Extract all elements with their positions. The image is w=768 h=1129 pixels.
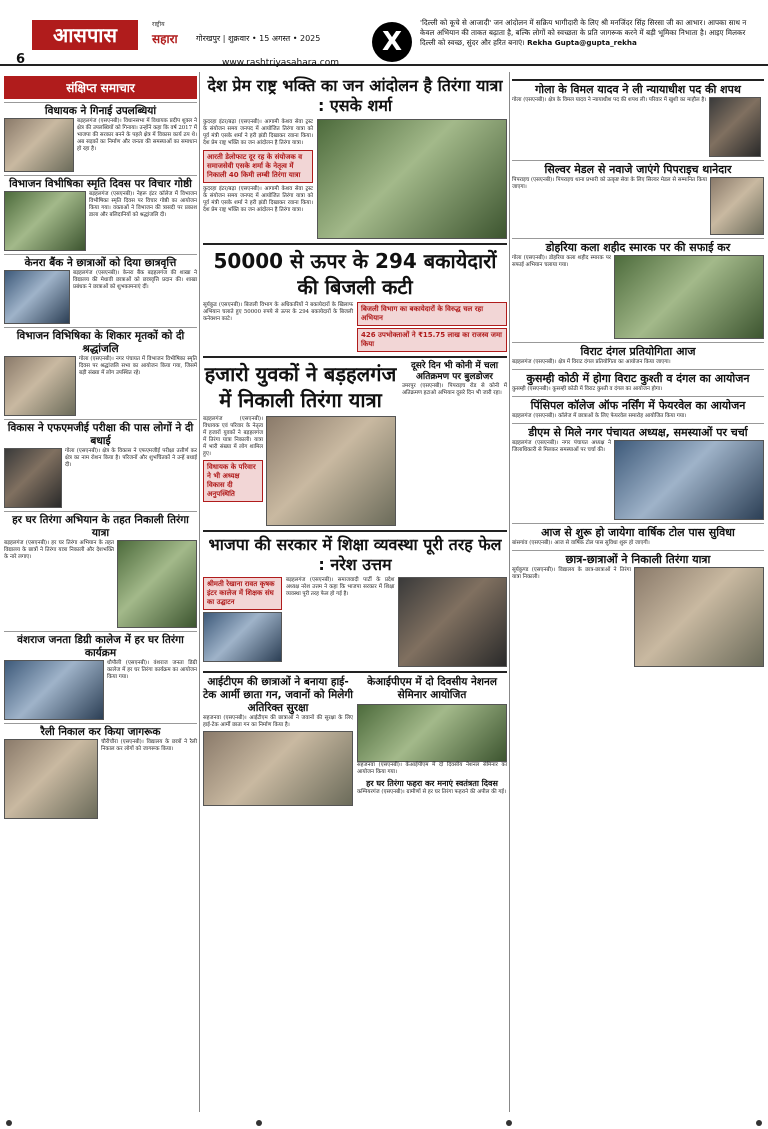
news-photo (4, 270, 70, 324)
quote-box (420, 18, 762, 48)
news-photo (709, 97, 761, 157)
news-photo (4, 739, 98, 819)
power-callout: 426 उपभोक्ताओं ने ₹15.75 लाख का राजस्व जमा किया (357, 328, 507, 352)
dateline: गोरखपुर | शुक्रवार • 15 अगस्त • 2025 (196, 34, 321, 43)
bulldozer-headline[interactable]: दूसरे दिन भी कोनी में चला अतिक्रमण पर बुलडोजर (410, 361, 499, 382)
news-item[interactable] (4, 102, 197, 172)
news-body: चौरीचौरा (एसएनबी)। विद्यालय के छात्रों ने रैली निकाल कर लोगों को जागरूक किया। (101, 739, 197, 752)
news-title: आज से शुरू हो जायेगा वार्षिक टोल पास सुविधा (541, 525, 735, 539)
news-item[interactable] (512, 523, 764, 547)
news-body: सूर्यकुण्ड (एसएनबी)। विद्यालय के छात्र-छात्राओं ने तिरंगा यात्रा निकाली। (512, 566, 631, 580)
iti-headline[interactable]: आईटीएम की छात्राओं ने बनाया हाई-टेक आर्मी छाता गन, जवानों को मिलेगी अतिरिक्त सुरक्षा (203, 676, 353, 714)
news-item[interactable] (512, 79, 764, 157)
power-body: सूर्यकुड (एसएनबी)। बिजली विभाग के अधिकारियों ने बकायेदारों के खिलाफ अभियान चलाते हुए 50000 रुपये से ऊपर के 294 बकायेदारों के बिजली कनेक्शन काटे। (203, 302, 353, 322)
kipm-headline[interactable]: केआईपीएम में दो दिवसीय नेशनल सेमिनार आयोजित (367, 676, 497, 701)
news-title: वंशराज जनता डिग्री कालेज में हर घर तिरंगा कार्यक्रम (17, 634, 184, 659)
brand-logo (152, 20, 178, 47)
bulldozer-body: उमरपुर (एसएनबी)। पिपराइच रोड से कोनी में अतिक्रमण हटाओ अभियान दूसरे दिन भी जारी रहा। (402, 383, 507, 396)
news-body: बड़हलगंज (एसएनबी)। क्षेत्र में विराट दंगल प्रतियोगिता का आयोजन किया जाएगा। (512, 359, 671, 365)
news-title: विभाजन विभीषिका स्मृति दिवस पर विचार गोष्ठी (9, 178, 192, 190)
news-photo (634, 567, 764, 667)
news-item[interactable] (512, 342, 764, 366)
education-body: बड़हलगंज (एसएनबी)। समाजवादी पार्टी के प्रदेश अध्यक्ष नरेश उत्तम ने कहा कि भाजपा सरकार में शिक्षा व्यवस्था पूरी तरह फेल हो गई है। (285, 577, 395, 597)
lead-body-continued: कुदरहा इंटर/बढ़ा (एसएनबी)। आगामी केशव सेवा ट्रस्ट के संयोजन समय जनपद में आयोजित तिरंगा यात्रा को पूर्व मंत्री एसके शर्मा ने हरी झंडी दिखाकर रवाना किया। देश प्रेम राष्ट्र भक्ति का जन आंदोलन है तिरंगा यात्रा। (203, 186, 313, 213)
kipm-body: सहजनवा (एसएनबी)। केआईपीएम में दो दिवसीय नेशनल सेमिनार का आयोजन किया गया। (357, 762, 507, 775)
brief-news-header: संक्षिप्त समाचार (4, 76, 197, 99)
news-photo (614, 440, 764, 520)
news-item[interactable] (512, 238, 764, 339)
news-body: गोला (एसएनबी)। नगर पंचायत में विभाजन विभीषिका स्मृति दिवस पर श्रद्धांजलि सभा का आयोजन किया गया, जिसमें बड़ी संख्या में लोग उपस्थित रहे। (79, 356, 197, 376)
flag-headline[interactable]: हर घर तिरंगा फहरा कर मनाएं स्वतंत्रता दिवस (366, 779, 498, 788)
lead-headline[interactable]: देश प्रेम राष्ट्र भक्ति का जन आंदोलन है तिरंगा यात्रा : एसके शर्मा (207, 76, 503, 115)
iti-photo (203, 731, 353, 806)
news-title: केनरा बैंक ने छात्राओं को दिया छात्रवृत्ति (24, 257, 177, 269)
news-title: हर घर तिरंगा अभियान के तहत निकाली तिरंगा यात्रा (12, 514, 189, 539)
lower-stories (203, 671, 507, 806)
news-title: कुसम्ही कोठी में होगा विराट कुश्ती व दंगल का आयोजन (526, 371, 750, 385)
main-news-column (203, 76, 507, 806)
news-body: बड़हलगंज (एसएनबी)। केनरा बैंक बड़हलगंज की शाखा ने विद्यालय की मेधावी छात्राओं को छात्रवृत्ति प्रदान की। शाखा प्रबंधक ने छात्राओं को शुभकामनाएं दीं। (73, 270, 197, 290)
brief-news-column (4, 76, 197, 819)
news-title: विधायक ने गिनाई उपलब्धियां (44, 105, 157, 117)
news-item[interactable] (4, 254, 197, 324)
news-photo (710, 177, 764, 235)
kipm-photo (357, 704, 507, 762)
news-photo (4, 356, 76, 416)
lead-body: कुदरहा इंटर/बढ़ा (एसएनबी)। आगामी केशव सेवा ट्रस्ट के संयोजन समय जनपद में आयोजित तिरंगा यात्रा को पूर्व मंत्री एसके शर्मा ने हरी झंडी दिखाकर रवाना किया। देश प्रेम राष्ट्र भक्ति का जन आंदोलन है तिरंगा यात्रा। (203, 119, 313, 146)
news-body: कुसम्ही (एसएनबी)। कुसम्ही कोठी में विराट कुश्ती व दंगल का आयोजन होगा। (512, 385, 663, 392)
news-item[interactable] (512, 369, 764, 393)
news-item[interactable] (512, 423, 764, 520)
news-item[interactable] (4, 175, 197, 251)
iti-body: सहजनवा (एसएनबी)। आईटीएम की छात्राओं ने जवानों की सुरक्षा के लिए हाई-टेक आर्मी छाता गन का निर्माण किया है। (203, 715, 353, 728)
news-photo (117, 540, 197, 628)
lead-callout: आरती डेलोफाट दूर रह के संयोजक व समाजसेवी एसके शर्मा के नेतृत्व में निकाली 40 किमी लम्बी तिरंगा यात्रा (203, 150, 313, 183)
news-item[interactable] (4, 511, 197, 628)
rally-story (203, 356, 507, 526)
education-story (203, 530, 507, 667)
masthead (0, 0, 768, 66)
news-item[interactable] (512, 550, 764, 667)
news-body: बड़हलगंज (एसएनबी)। नगर पंचायत अध्यक्ष ने जिलाधिकारी से मिलकर समस्याओं पर चर्चा की। (512, 439, 611, 453)
news-title: छात्र-छात्राओं ने निकाली तिरंगा यात्रा (565, 552, 711, 566)
power-headline[interactable]: 50000 से ऊपर के 294 बकायेदारों की बिजली कटी (213, 249, 497, 299)
rally-body: बड़हलगंज (एसएनबी)। विधायक एवं परिवार के नेतृत्व में हजारों युवकों ने बड़हलगंज में तिरंगा यात्रा निकाली। यात्रा में भारी संख्या में लोग शामिल हुए। (203, 416, 263, 457)
brand-name: सहारा (152, 32, 178, 46)
registration-dot-icon (756, 1120, 762, 1126)
news-title: डीएम से मिले नगर पंचायत अध्यक्ष, समस्याओं पर चर्चा (528, 425, 748, 439)
news-body: बड़हलगंज (एसएनबी)। विधानसभा में विधायक प्रदीप शुक्ल ने क्षेत्र की उपलब्धियों को गिनाया। उन्होंने कहा कि वर्ष 2017 में भाजपा की सरकार बनने के पहले क्षेत्र में विकास कार्य ठप थे। अब सड़कों का निर्माण और जनता की समस्याओं का समाधान हो रहा है। (77, 118, 197, 152)
registration-dot-icon (6, 1120, 12, 1126)
education-photo-2 (398, 577, 507, 667)
page-number: 6 (16, 52, 26, 67)
section-title: आसपास (32, 20, 138, 50)
rally-photo (266, 416, 396, 526)
column-divider (509, 72, 510, 1112)
education-photo (203, 612, 282, 662)
news-title: गोला के विमल यादव ने ली न्यायाधीश पद की शपथ (535, 83, 741, 96)
power-callout: बिजली विभाग का बकायेदारों के विरुद्ध चल रहा अभियान (357, 302, 507, 326)
news-item[interactable] (512, 160, 764, 235)
registration-dot-icon (506, 1120, 512, 1126)
news-photo (4, 191, 86, 251)
quote-credit: Rekha Gupta@gupta_rekha (527, 38, 637, 47)
registration-marks (0, 1118, 768, 1129)
news-body: बड़हलगंज (एसएनबी)। कॉलेज में छात्राओं के लिए फेयरवेल समारोह आयोजित किया गया। (512, 412, 687, 419)
flag-body: कम्पियरगंज (एसएनबी)। ग्रामीणों से हर घर तिरंगा फहराने की अपील की गई। (357, 789, 507, 795)
news-item[interactable] (4, 631, 197, 720)
education-headline[interactable]: भाजपा की सरकार में शिक्षा व्यवस्था पूरी तरह फेल : नरेश उत्तम (208, 535, 502, 574)
news-body: गोला (एसएनबी)। क्षेत्र के विकास ने एफएमजीई परीक्षा उत्तीर्ण कर क्षेत्र का नाम रोशन किया है। परिजनों और शुभचिंतकों ने उन्हें बधाई दी। (65, 448, 197, 468)
news-body: बड़हलगंज (एसएनबी)। नेहरू इंटर कॉलेज में विभाजन विभीषिका स्मृति दिवस पर विचार गोष्ठी का आयोजन किया गया। वक्ताओं ने विभाजन की त्रासदी पर प्रकाश डाला और बलिदानियों को श्रद्धांजलि दी। (89, 191, 197, 218)
news-photo (614, 255, 764, 339)
quote-text: 'दिल्ली को कूचे से आजादी' जन आंदोलन में सक्रिय भागीदारी के लिए श्री मनजिंदर सिंह सिरसा जी का आभार। आपका साथ न केवल अभियान की ताकत बढ़ाता है, बल्कि लोगों को स्वच्छता के प्रति जागरूक करने में बड़ी भूमिका निभाता है। आइए मिलकर दिल्ली को स्वच्छ, सुंदर और हरित बनाएं। (420, 18, 747, 47)
news-body: पिपराइच (एसएनबी)। पिपराइच थाना प्रभारी को उत्कृष्ट सेवा के लिए सिल्वर मेडल से सम्मानित किया जाएगा। (512, 177, 707, 190)
news-item[interactable] (512, 396, 764, 420)
news-title: डोहरिया कला शहीद स्मारक पर की सफाई कर (545, 241, 731, 254)
news-title: विकास ने एफएमजीई परीक्षा की पास लोगों ने दी बधाई (7, 422, 194, 447)
news-title: सिल्वर मेडल से नवाजे जाएंगे पिपराइच थानेदार (544, 163, 732, 176)
lead-photo (317, 119, 507, 239)
news-photo (4, 448, 62, 508)
brand-top: राष्ट्रीय (152, 21, 165, 28)
education-callout: श्रीमती रेखाना रावत कृषक इंटर कालेज में शिक्षक संघ का उद्घाटन (203, 577, 282, 610)
news-body: बांसगांव (एसएनबी)। आज से वार्षिक टोल पास सुविधा शुरू हो जाएगी। (512, 539, 650, 546)
news-item[interactable] (4, 327, 197, 416)
power-story (203, 243, 507, 352)
column-divider (199, 72, 200, 1112)
news-body: धौपौली (एसएनबी)। वंशराज जनता डिग्री कालेज में हर घर तिरंगा कार्यक्रम का आयोजन किया गया। (107, 660, 197, 680)
right-news-column (512, 76, 764, 667)
rally-headline[interactable]: हजारो युवकों ने बड़हलगंज में निकाली तिरंगा यात्रा (204, 362, 397, 412)
news-title: रैली निकाल कर किया जागरूक (40, 726, 161, 738)
registration-dot-icon (256, 1120, 262, 1126)
website-link[interactable]: www.rashtriyasahara.com (222, 58, 340, 68)
news-body: बड़हलगंज (एसएनबी)। हर घर तिरंगा अभियान के तहत विद्यालय के छात्रों ने तिरंगा यात्रा निकाली और देशभक्ति के नारे लगाए। (4, 540, 114, 560)
news-body: गोला (एसएनबी)। क्षेत्र के विमल यादव ने न्यायाधीश पद की शपथ ली। परिवार में खुशी का माहौल है। (512, 97, 707, 103)
rally-callout: विधायक के परिवार ने भी अध्यक्ष विकास दी अनुपस्थिति (203, 460, 263, 502)
news-photo (4, 660, 104, 720)
news-title: विभाजन विभिषिका के शिकार मृतकों को दी श्रद्धांजलि (16, 330, 185, 355)
news-title: विराट दंगल प्रतियोगिता आज (580, 345, 696, 358)
news-item[interactable] (4, 419, 197, 508)
news-item[interactable] (4, 723, 197, 819)
news-title: पिंसिपल कॉलेज ऑफ नर्सिंग में फेयरवेल का आयोजन (530, 398, 746, 412)
news-photo (4, 118, 74, 172)
news-body: गोला (एसएनबी)। डोहरिया कला शहीद स्मारक पर सफाई अभियान चलाया गया। (512, 255, 611, 268)
x-icon: X (372, 22, 412, 62)
